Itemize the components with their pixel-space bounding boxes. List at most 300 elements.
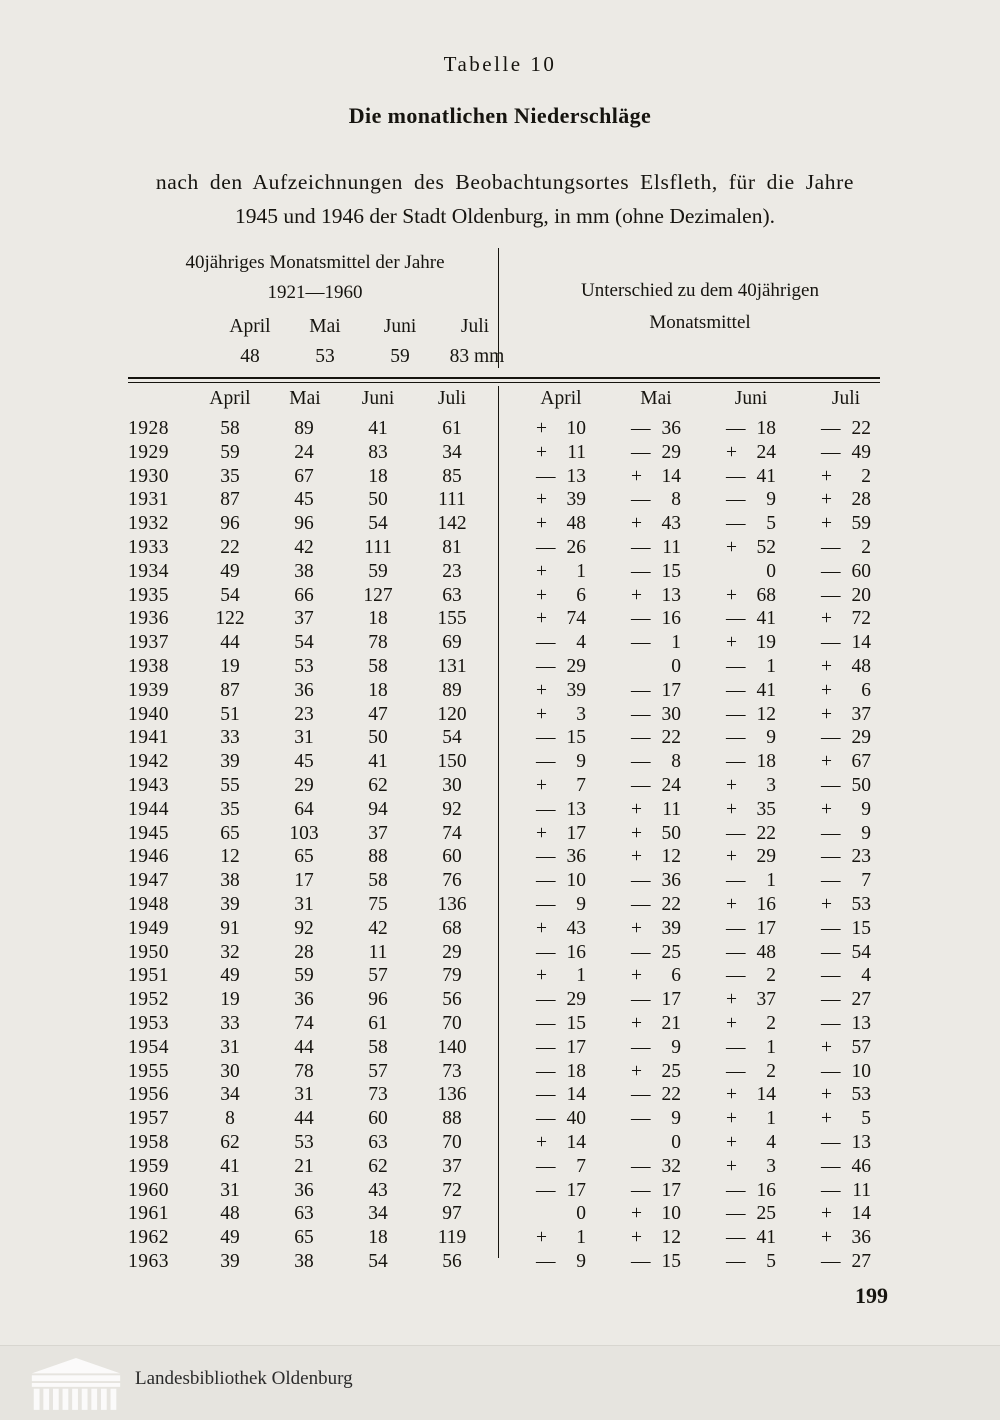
row-difference	[608, 1251, 704, 1273]
difference-value: 9	[576, 751, 586, 773]
difference-sign: —	[536, 727, 556, 749]
row-value: 61	[442, 418, 462, 439]
difference-sign: —	[631, 870, 651, 892]
row-value: 23	[442, 560, 462, 582]
difference-sign: +	[821, 1036, 832, 1058]
row-difference	[608, 418, 704, 440]
difference-value: 29	[661, 441, 681, 463]
difference-sign: —	[536, 1060, 556, 1082]
row-difference	[798, 799, 894, 821]
difference-value: 10	[661, 1203, 681, 1225]
header-right-line-1: Unterschied zu dem 40jährigen	[581, 280, 819, 301]
row-value: 68	[442, 917, 462, 939]
row-difference	[703, 656, 799, 678]
row-difference	[798, 894, 894, 916]
header-left-line-1: 40jähriges Monatsmittel der Jahre	[185, 252, 445, 273]
row-year: 1933	[128, 536, 169, 558]
row-year: 1931	[128, 489, 169, 511]
difference-value: 21	[661, 1012, 681, 1034]
row-value: 53	[294, 655, 314, 677]
row-value: 34	[368, 1203, 388, 1225]
row-difference	[608, 727, 704, 749]
header-left-line-2: 1921—1960	[267, 282, 363, 303]
difference-value: 8	[671, 489, 681, 511]
row-difference	[608, 751, 704, 773]
difference-sign: —	[726, 727, 746, 749]
difference-value: 49	[851, 441, 871, 463]
difference-sign: +	[726, 774, 737, 796]
row-value: 92	[442, 798, 462, 820]
table-row	[0, 799, 1000, 823]
difference-value: 57	[851, 1036, 871, 1058]
difference-value: 9	[671, 1108, 681, 1130]
row-difference	[608, 870, 704, 892]
row-value: 67	[294, 465, 314, 487]
row-difference	[513, 585, 609, 607]
difference-value: 29	[566, 655, 586, 677]
difference-sign: —	[536, 989, 556, 1011]
row-value: 39	[220, 1250, 240, 1272]
difference-value: 13	[566, 798, 586, 820]
row-difference	[608, 1084, 704, 1106]
row-value: 74	[294, 1012, 314, 1034]
row-value: 19	[220, 655, 240, 677]
difference-sign: +	[631, 584, 642, 606]
row-year: 1938	[128, 655, 169, 677]
difference-value: 4	[861, 965, 871, 987]
difference-value: 26	[566, 536, 586, 558]
row-value: 50	[368, 727, 388, 749]
difference-sign: —	[536, 1108, 556, 1130]
row-value: 63	[294, 1203, 314, 1225]
difference-value: 13	[851, 1012, 871, 1034]
difference-value: 4	[576, 632, 586, 654]
difference-value: 68	[756, 584, 776, 606]
difference-value: 29	[566, 989, 586, 1011]
table-row	[0, 1061, 1000, 1085]
row-difference	[608, 942, 704, 964]
difference-value: 1	[576, 560, 586, 582]
difference-value: 39	[566, 679, 586, 701]
table-row	[0, 680, 1000, 704]
difference-sign: —	[821, 965, 841, 987]
table-row	[0, 823, 1000, 847]
difference-value: 50	[661, 822, 681, 844]
difference-value: 10	[566, 418, 586, 439]
row-difference	[703, 942, 799, 964]
table-row	[0, 1037, 1000, 1061]
difference-sign: —	[536, 751, 556, 773]
difference-sign: +	[536, 441, 547, 463]
row-value: 54	[220, 584, 240, 606]
difference-sign: —	[631, 1108, 651, 1130]
table-row	[0, 1132, 1000, 1156]
row-value: 54	[368, 1250, 388, 1272]
row-year: 1950	[128, 941, 169, 963]
row-year: 1941	[128, 727, 169, 749]
difference-sign: —	[821, 727, 841, 749]
row-value: 37	[294, 608, 314, 630]
row-value: 62	[368, 1155, 388, 1177]
difference-value: 53	[851, 893, 871, 915]
row-value: 60	[442, 846, 462, 868]
table-row	[0, 1156, 1000, 1180]
page-title: Die monatlichen Niederschläge	[348, 103, 652, 128]
difference-value: 35	[756, 798, 776, 820]
row-year: 1944	[128, 798, 169, 820]
row-difference	[513, 846, 609, 868]
row-value: 41	[368, 418, 388, 439]
difference-sign: —	[631, 1250, 651, 1272]
table-row	[0, 466, 1000, 490]
row-difference	[798, 1251, 894, 1273]
row-difference	[798, 1156, 894, 1178]
difference-value: 22	[661, 1084, 681, 1106]
difference-value: 23	[851, 846, 871, 868]
row-difference	[608, 513, 704, 535]
difference-value: 46	[851, 1155, 871, 1177]
row-difference	[798, 489, 894, 511]
row-value: 96	[294, 513, 314, 535]
row-difference	[798, 1227, 894, 1249]
column-header-left-mai: Mai	[289, 388, 321, 409]
difference-sign: —	[536, 798, 556, 820]
row-value: 91	[220, 917, 240, 939]
row-value: 79	[442, 965, 462, 987]
page-number: 199	[855, 1283, 888, 1308]
row-difference	[608, 561, 704, 583]
row-value: 49	[220, 965, 240, 987]
difference-sign: +	[631, 798, 642, 820]
difference-value: 19	[756, 632, 776, 654]
difference-sign: +	[726, 1108, 737, 1130]
difference-sign: —	[536, 1250, 556, 1272]
row-difference	[513, 1132, 609, 1154]
row-value: 81	[442, 536, 462, 558]
table-row	[0, 846, 1000, 870]
difference-sign: —	[631, 536, 651, 558]
difference-sign: —	[631, 1036, 651, 1058]
row-value: 36	[294, 989, 314, 1011]
row-difference	[703, 775, 799, 797]
row-difference	[513, 704, 609, 726]
difference-sign: —	[821, 584, 841, 606]
row-value: 21	[294, 1155, 314, 1177]
difference-sign: —	[821, 441, 841, 463]
row-difference	[703, 585, 799, 607]
mean-value-april: 48	[240, 346, 260, 367]
difference-sign: —	[536, 1084, 556, 1106]
row-value: 30	[442, 774, 462, 796]
row-difference	[608, 537, 704, 559]
row-year: 1959	[128, 1155, 169, 1177]
difference-value: 39	[566, 489, 586, 511]
row-difference	[608, 1013, 704, 1035]
difference-value: 7	[576, 774, 586, 796]
difference-value: 0	[766, 560, 776, 582]
difference-sign: +	[726, 989, 737, 1011]
row-value: 88	[442, 1108, 462, 1130]
row-difference	[703, 727, 799, 749]
difference-value: 54	[851, 941, 871, 963]
difference-sign: +	[821, 655, 832, 677]
row-difference	[608, 1108, 704, 1130]
difference-sign: —	[536, 655, 556, 677]
difference-value: 17	[756, 917, 776, 939]
row-value: 33	[220, 1012, 240, 1034]
mean-month-juli: Juli	[460, 316, 490, 337]
difference-sign: —	[536, 1036, 556, 1058]
difference-value: 25	[756, 1203, 776, 1225]
row-value: 63	[368, 1131, 388, 1153]
row-year: 1958	[128, 1131, 169, 1153]
table-row	[0, 751, 1000, 775]
row-difference	[703, 989, 799, 1011]
row-value: 61	[368, 1012, 388, 1034]
difference-value: 6	[861, 679, 871, 701]
row-difference	[798, 1037, 894, 1059]
difference-sign: —	[726, 822, 746, 844]
difference-value: 25	[661, 941, 681, 963]
difference-sign: —	[821, 632, 841, 654]
difference-sign: +	[726, 536, 737, 558]
row-difference	[798, 846, 894, 868]
row-value: 66	[294, 584, 314, 606]
row-value: 31	[294, 893, 314, 915]
difference-sign: —	[726, 418, 746, 439]
table-row	[0, 918, 1000, 942]
difference-sign: —	[726, 941, 746, 963]
row-difference	[703, 418, 799, 440]
difference-value: 15	[661, 1250, 681, 1272]
row-value: 41	[220, 1155, 240, 1177]
row-difference	[608, 894, 704, 916]
row-difference	[513, 1037, 609, 1059]
table-body	[0, 418, 1000, 1275]
row-value: 42	[368, 917, 388, 939]
difference-sign: —	[631, 679, 651, 701]
row-value: 65	[294, 1227, 314, 1249]
row-year: 1957	[128, 1108, 169, 1130]
difference-value: 16	[661, 608, 681, 630]
header-right-block	[510, 275, 890, 339]
row-value: 87	[220, 679, 240, 701]
table-row	[0, 870, 1000, 894]
difference-sign: +	[821, 608, 832, 630]
difference-sign: —	[726, 1250, 746, 1272]
row-difference	[513, 751, 609, 773]
row-difference	[798, 632, 894, 654]
difference-sign: —	[631, 1084, 651, 1106]
table-row	[0, 704, 1000, 728]
difference-sign: +	[821, 1084, 832, 1106]
table-row	[0, 585, 1000, 609]
difference-value: 22	[661, 893, 681, 915]
row-difference	[513, 823, 609, 845]
header-left-block	[130, 248, 500, 308]
row-difference	[798, 442, 894, 464]
difference-sign: —	[536, 846, 556, 868]
row-value: 18	[368, 608, 388, 630]
difference-value: 11	[662, 536, 681, 558]
difference-value: 43	[566, 917, 586, 939]
row-value: 43	[368, 1179, 388, 1201]
row-difference	[513, 656, 609, 678]
header-vertical-divider	[498, 248, 499, 368]
difference-sign: —	[536, 465, 556, 487]
row-value: 58	[368, 1036, 388, 1058]
row-difference	[703, 680, 799, 702]
row-value: 89	[442, 679, 462, 701]
row-difference	[608, 466, 704, 488]
row-difference	[608, 1180, 704, 1202]
row-value: 23	[294, 703, 314, 725]
difference-value: 14	[851, 632, 871, 654]
row-difference	[798, 870, 894, 892]
row-year: 1952	[128, 989, 169, 1011]
difference-sign: +	[631, 1203, 642, 1225]
difference-sign: —	[631, 941, 651, 963]
row-difference	[608, 489, 704, 511]
difference-sign: —	[631, 1155, 651, 1177]
difference-sign: —	[821, 560, 841, 582]
difference-sign: +	[726, 584, 737, 606]
row-value: 150	[437, 751, 467, 773]
mean-value-juni: 59	[390, 346, 410, 367]
row-difference	[703, 965, 799, 987]
row-value: 49	[220, 1227, 240, 1249]
difference-sign: —	[631, 560, 651, 582]
row-value: 87	[220, 489, 240, 511]
row-year: 1936	[128, 608, 169, 630]
difference-sign: +	[536, 584, 547, 606]
difference-sign: +	[536, 917, 547, 939]
difference-value: 22	[851, 418, 871, 439]
row-value: 120	[437, 703, 467, 725]
row-value: 59	[220, 441, 240, 463]
row-difference	[703, 1108, 799, 1130]
difference-sign: —	[726, 489, 746, 511]
difference-sign: +	[726, 441, 737, 463]
difference-sign: —	[726, 465, 746, 487]
difference-value: 14	[566, 1131, 586, 1153]
row-difference	[798, 823, 894, 845]
row-value: 35	[220, 465, 240, 487]
difference-sign: —	[631, 489, 651, 511]
difference-sign: +	[536, 608, 547, 630]
row-value: 136	[437, 1084, 467, 1106]
difference-sign: +	[631, 1012, 642, 1034]
row-value: 38	[294, 1250, 314, 1272]
difference-value: 41	[756, 465, 776, 487]
row-value: 131	[437, 655, 467, 677]
row-value: 44	[294, 1108, 314, 1130]
difference-value: 29	[756, 846, 776, 868]
difference-sign: —	[821, 418, 841, 439]
row-value: 56	[442, 989, 462, 1011]
row-difference	[513, 1084, 609, 1106]
row-value: 36	[294, 1179, 314, 1201]
row-year: 1949	[128, 917, 169, 939]
row-value: 29	[294, 774, 314, 796]
difference-sign: —	[631, 608, 651, 630]
row-value: 12	[220, 846, 240, 868]
difference-value: 3	[576, 703, 586, 725]
difference-value: 1	[766, 1108, 776, 1130]
row-value: 49	[220, 560, 240, 582]
row-value: 37	[442, 1155, 462, 1177]
difference-sign: +	[536, 513, 547, 535]
difference-value: 17	[566, 1179, 586, 1201]
difference-value: 17	[566, 822, 586, 844]
difference-value: 9	[861, 798, 871, 820]
row-year: 1937	[128, 632, 169, 654]
difference-value: 29	[851, 727, 871, 749]
difference-sign: —	[821, 870, 841, 892]
row-difference	[798, 418, 894, 440]
table-row	[0, 1203, 1000, 1227]
row-value: 94	[368, 798, 388, 820]
difference-value: 30	[661, 703, 681, 725]
row-value: 17	[294, 870, 314, 892]
row-difference	[608, 1227, 704, 1249]
difference-value: 22	[756, 822, 776, 844]
difference-sign: +	[821, 513, 832, 535]
difference-sign: +	[821, 1227, 832, 1249]
difference-value: 60	[851, 560, 871, 582]
difference-value: 59	[851, 513, 871, 535]
row-year: 1948	[128, 893, 169, 915]
row-value: 58	[368, 870, 388, 892]
watermark-text: Landesbibliothek Oldenburg	[135, 1368, 353, 1389]
difference-value: 36	[851, 1227, 871, 1249]
difference-value: 3	[766, 774, 776, 796]
row-difference	[798, 585, 894, 607]
row-year: 1945	[128, 822, 169, 844]
difference-sign: —	[726, 965, 746, 987]
difference-value: 27	[851, 989, 871, 1011]
table-row	[0, 965, 1000, 989]
difference-sign: +	[631, 846, 642, 868]
difference-value: 2	[766, 1012, 776, 1034]
mean-value-juli: 83 mm	[449, 346, 505, 367]
difference-value: 5	[766, 1250, 776, 1272]
difference-value: 16	[566, 941, 586, 963]
row-value: 74	[442, 822, 462, 844]
row-difference	[798, 513, 894, 535]
difference-sign: +	[536, 774, 547, 796]
row-value: 22	[220, 536, 240, 558]
row-value: 44	[220, 632, 240, 654]
difference-sign: —	[726, 513, 746, 535]
difference-sign: —	[631, 893, 651, 915]
row-difference	[608, 823, 704, 845]
difference-value: 10	[851, 1060, 871, 1082]
difference-value: 10	[566, 870, 586, 892]
difference-sign: —	[631, 989, 651, 1011]
row-difference	[513, 1061, 609, 1083]
difference-sign: +	[821, 679, 832, 701]
row-value: 36	[294, 679, 314, 701]
row-difference	[513, 418, 609, 440]
difference-value: 18	[756, 418, 776, 439]
difference-sign: —	[631, 632, 651, 654]
table-top-rule-secondary	[128, 382, 880, 383]
difference-value: 2	[861, 465, 871, 487]
difference-value: 16	[756, 893, 776, 915]
difference-value: 13	[566, 465, 586, 487]
difference-sign: +	[536, 489, 547, 511]
